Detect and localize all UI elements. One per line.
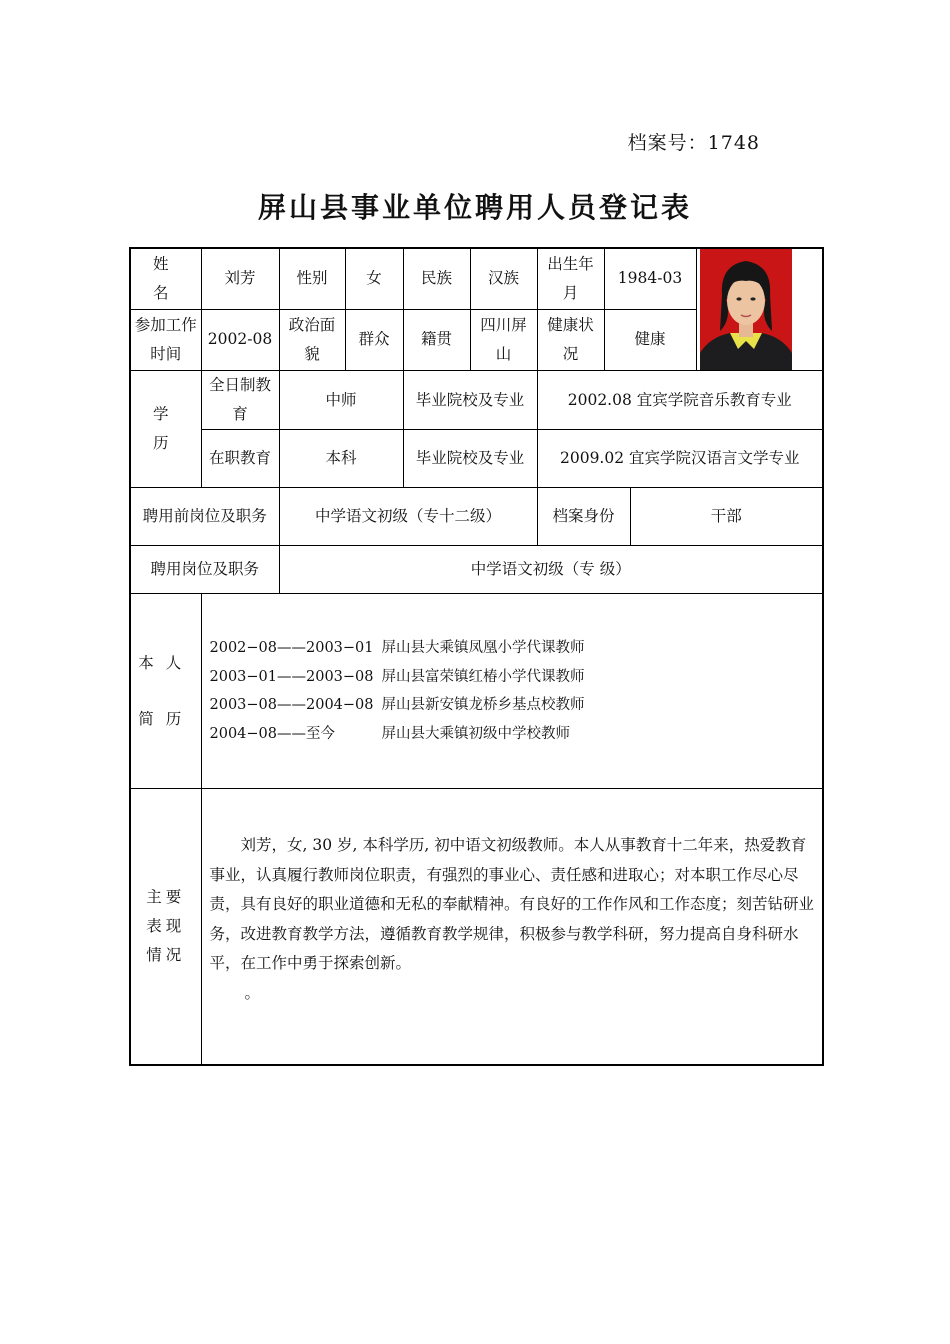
- name-value: 刘芳: [201, 248, 279, 309]
- ethnicity-label: 民族: [403, 248, 470, 309]
- health-label: 健康状况: [537, 309, 604, 370]
- fulltime-school: 2002.08 宜宾学院音乐教育专业: [537, 371, 823, 430]
- performance-cell: [201, 789, 823, 1065]
- archive-number: 档案号：1748: [627, 132, 760, 154]
- post-label: 聘用岗位及职务: [130, 546, 279, 594]
- form-title: 屏山县事业单位聘用人员登记表: [257, 191, 692, 224]
- inservice-school-label: 毕业院校及专业: [403, 430, 537, 488]
- performance-label-cell: [130, 789, 201, 1065]
- ethnicity-value: 汉族: [470, 248, 537, 309]
- history-entry: [210, 691, 820, 720]
- origin-value: 四川屏山: [470, 309, 537, 370]
- history-entry: [210, 663, 820, 692]
- gender-label: 性别: [279, 248, 345, 309]
- education-label: 学 历: [130, 371, 201, 488]
- history-desc: 屏山县大乘镇凤凰小学代课教师: [381, 640, 585, 656]
- prev-post-label: 聘用前岗位及职务: [130, 488, 279, 546]
- history-dates: 2003−08——2004−08: [209, 697, 374, 713]
- history-dates: 2002−08——2003−01: [209, 640, 374, 656]
- birth-value: 1984-03: [604, 248, 696, 309]
- inservice-level: 本科: [279, 430, 403, 488]
- portrait-icon: [700, 249, 792, 370]
- photo-cell: [696, 248, 823, 371]
- work-start-label: 参加工作时间: [130, 309, 201, 370]
- post-value: 中学语文初级（专 级）: [279, 546, 823, 594]
- health-value: 健康: [604, 309, 696, 370]
- history-desc: 屏山县大乘镇初级中学校教师: [381, 725, 570, 742]
- politics-label: 政治面貌: [279, 309, 345, 370]
- gender-value: 女: [345, 248, 403, 309]
- birth-label: 出生年月: [537, 248, 604, 309]
- history-entry: [210, 720, 820, 749]
- archive-status-value: 干部: [630, 488, 823, 546]
- fulltime-label: 全日制教育: [201, 371, 279, 430]
- inservice-label: 在职教育: [201, 430, 279, 488]
- history-label-bottom: 简历: [138, 710, 194, 728]
- history-list: [201, 594, 823, 789]
- history-desc: 屏山县新安镇龙桥乡基点校教师: [381, 697, 585, 713]
- performance-tail: 。: [244, 983, 261, 1002]
- portrait-photo: [700, 249, 792, 370]
- performance-label: 主要表现情况: [146, 887, 186, 964]
- history-label: [130, 594, 201, 789]
- inservice-school: 2009.02 宜宾学院汉语言文学专业: [537, 430, 823, 488]
- name-label: 姓 名: [130, 248, 201, 309]
- performance-text: 刘芳，女, 30 岁, 本科学历, 初中语文初级教师。本人从事教育十二年来，热爱教育事业，认真履行教师岗位职责，有强烈的事业心、责任感和进取心；对本职工作尽心尽责，具有良好的职业道德和无私的奉献精神。有良好的工作作风和工作态度；刻苦钻研业务，改进教育教学方法，遵循教育教学规律，积极参与教学科研，努力提高自身科研水平，在工作中勇于探索创新。: [209, 836, 815, 972]
- prev-post-value: 中学语文初级（专十二级）: [279, 488, 537, 546]
- archive-status-label: 档案身份: [537, 488, 630, 546]
- politics-value: 群众: [345, 309, 403, 370]
- history-entry: [210, 634, 820, 663]
- origin-label: 籍贯: [403, 309, 470, 370]
- work-start-value: 2002-08: [201, 309, 279, 370]
- fulltime-level: 中师: [279, 371, 403, 430]
- history-desc: 屏山县富荣镇红椿小学代课教师: [381, 668, 585, 685]
- history-dates: 2004−08——至今: [209, 725, 336, 742]
- history-dates: 2003−01——2003−08: [209, 668, 374, 685]
- history-label-top: 本人: [138, 654, 194, 672]
- fulltime-school-label: 毕业院校及专业: [403, 371, 537, 430]
- registration-table: [129, 247, 824, 1066]
